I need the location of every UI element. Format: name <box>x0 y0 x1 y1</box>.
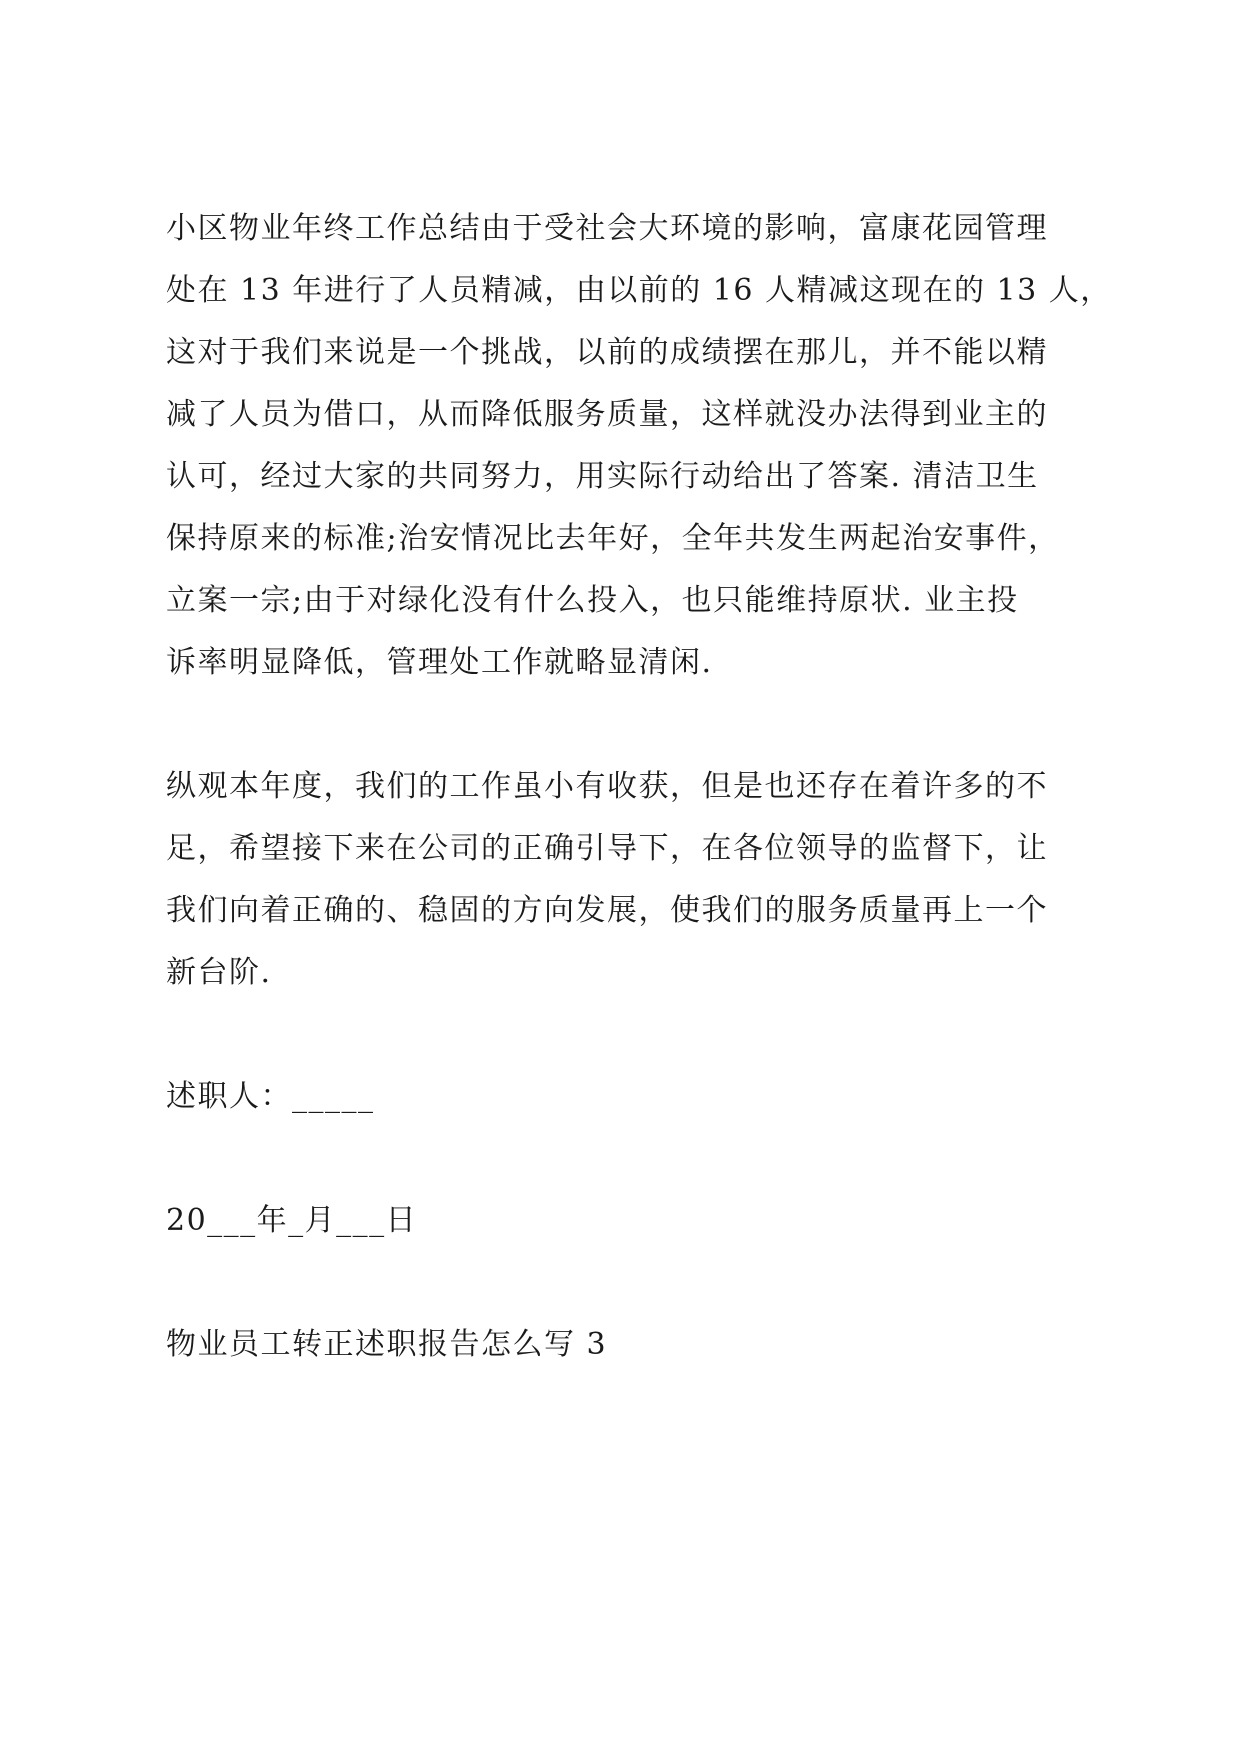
document-body <box>166 198 1112 1438</box>
text-line: 减了人员为借口，从而降低服务质量，这样就没办法得到业主的 <box>166 397 1048 432</box>
text-line: 认可，经过大家的共同努力，用实际行动给出了答案. 清洁卫生 <box>166 459 1039 494</box>
section-heading: 物业员工转正述职报告怎么写 3 <box>166 1327 608 1362</box>
text-line: 我们向着正确的、稳固的方向发展，使我们的服务质量再上一个 <box>166 893 1048 928</box>
signature-line: 述职人：_____ <box>166 1079 375 1114</box>
text-line: 足，希望接下来在公司的正确引导下，在各位领导的监督下，让 <box>166 831 1048 866</box>
text-line: 处在 13 年进行了人员精减，由以前的 16 人精减这现在的 13 人， <box>166 273 1112 308</box>
paragraph-summary <box>166 198 1112 694</box>
text-line: 纵观本年度，我们的工作虽小有收获，但是也还存在着许多的不 <box>166 769 1048 804</box>
date-line: 20___年_月___日 <box>166 1203 418 1238</box>
text-line: 诉率明显降低，管理处工作就略显清闲. <box>166 645 713 680</box>
text-line: 这对于我们来说是一个挑战，以前的成绩摆在那儿，并不能以精 <box>166 335 1048 370</box>
text-line: 新台阶. <box>166 955 272 990</box>
text-line: 保持原来的标准;治安情况比去年好，全年共发生两起治安事件， <box>166 521 1060 556</box>
text-line: 立案一宗;由于对绿化没有什么投入，也只能维持原状. 业主投 <box>166 583 1019 618</box>
text-line: 小区物业年终工作总结由于受社会大环境的影响，富康花园管理 <box>166 211 1048 246</box>
paragraph-outlook <box>166 756 1096 1004</box>
